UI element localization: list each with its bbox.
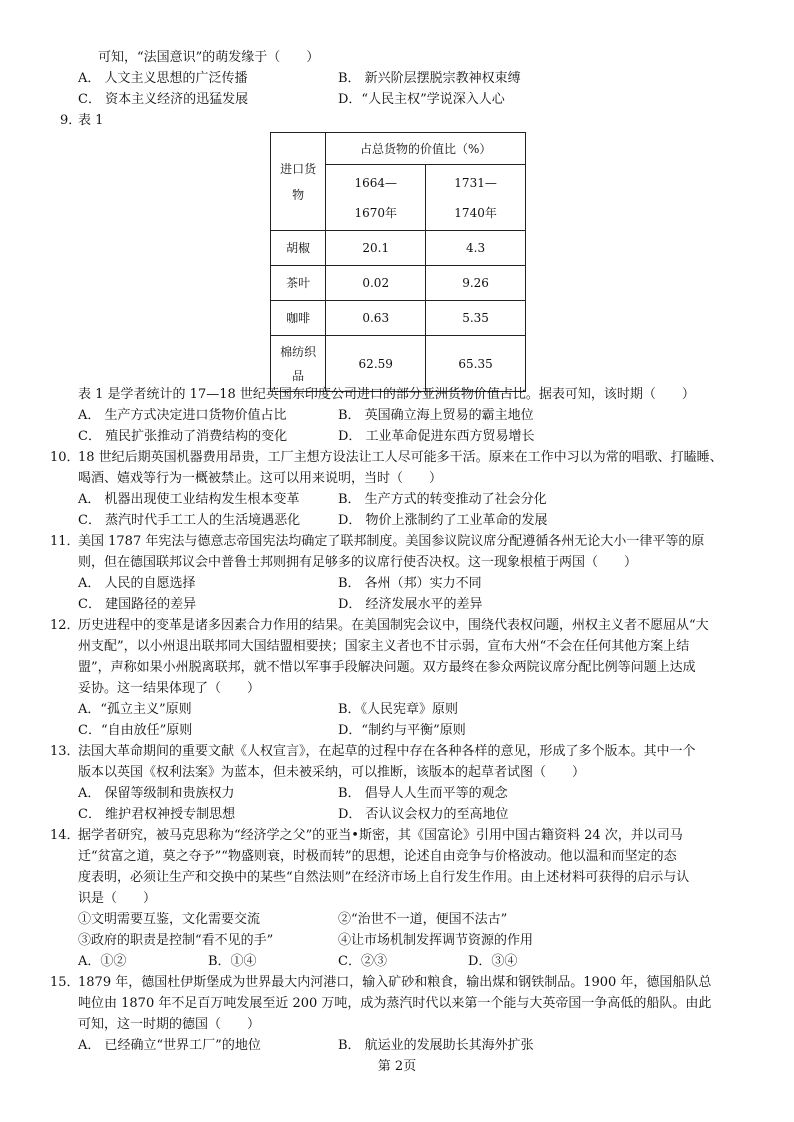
q11-stem-line: 美国 1787 年宪法与德意志帝国宪法均确定了联邦制度。美国参议院议席分配遵循各州无论大小一律平等的原 — [78, 534, 705, 549]
q13-option-c: C． 维护君权神授专制思想 — [78, 807, 236, 822]
q12-stem-line: 妥协。这一结果体现了（ ） — [78, 681, 261, 696]
q13-stem-line: 版本以英国《权利法案》为蓝本，但未被采纳，可以推断，该版本的起草者试图（ ） — [78, 765, 586, 780]
q9-goods-table — [270, 132, 526, 392]
q14-option-d: D．③④ — [468, 954, 518, 969]
q14-number: 14． — [50, 828, 80, 843]
q12-stem-line: 州支配”，以小州退出联邦同大国结盟相要挟；国家主义者也不甘示弱，宣布大州“不会在任何其他方案上结 — [78, 639, 690, 654]
q9-option-a: A． 生产方式决定进口货物价值占比 — [78, 408, 287, 423]
table-row-name: 茶叶 — [271, 266, 326, 301]
table-row-name: 咖啡 — [271, 301, 326, 336]
q15-option-b: B． 航运业的发展助长其海外扩张 — [338, 1038, 534, 1053]
table-row-value-2: 9.26 — [426, 266, 526, 301]
table-row-value-1: 0.63 — [326, 301, 426, 336]
q12-number: 12． — [50, 618, 80, 633]
q15-number: 15． — [50, 975, 80, 990]
q14-option-c: C．②③ — [338, 954, 387, 969]
q9-option-c: C． 殖民扩张推动了消费结构的变化 — [78, 429, 288, 444]
q13-option-d: D． 否认议会权力的至高地位 — [338, 807, 509, 822]
q8-option-d: D．“人民主权”学说深入人心 — [338, 92, 505, 107]
q11-option-d: D． 经济发展水平的差异 — [338, 597, 483, 612]
q8-option-b: B． 新兴阶层摆脱宗教神权束缚 — [338, 71, 521, 86]
table-row-value-2: 4.3 — [426, 231, 526, 266]
q11-stem-line: 则，但在德国联邦议会中普鲁士邦则拥有足够多的议席行使否决权。这一现象根植于两国（ ） — [78, 555, 638, 570]
table-header-goods: 进口货物 — [271, 133, 326, 231]
q12-option-c: C．“自由放任”原则 — [78, 723, 193, 738]
q12-stem-line: 历史进程中的变革是诸多因素合力作用的结果。在美国制宪会议中，围绕代表权问题，州权主义者不愿屈从“大 — [78, 618, 709, 633]
q9-stem: 表 1 是学者统计的 17—18 世纪英国东印度公司进口的部分亚洲货物价值占比。据表可知，该时期（ ） — [78, 387, 695, 402]
table-row-value-1: 20.1 — [326, 231, 426, 266]
q11-option-a: A． 人民的自愿选择 — [78, 576, 196, 591]
q9-table-label: 表 1 — [78, 113, 104, 128]
q13-option-a: A． 保留等级制和贵族权力 — [78, 786, 235, 801]
q9-option-d: D． 工业革命促进东西方贸易增长 — [338, 429, 535, 444]
q9-option-b: B． 英国确立海上贸易的霸主地位 — [338, 408, 534, 423]
q14-stem-line: 据学者研究，被马克思称为“经济学之父”的亚当•斯密，其《国富论》引用中国古籍资料 24 次，并以司马 — [78, 828, 683, 843]
q13-option-b: B． 倡导人人生而平等的观念 — [338, 786, 508, 801]
q14-stem-line: 度表明，必须让生产和交换中的某些“自然法则”在经济市场上自行发生作用。由上述材料可获得的启示与认 — [78, 870, 690, 885]
q14-option-a: A．①② — [78, 954, 127, 969]
q13-stem-line: 法国大革命期间的重要文献《人权宣言》，在起草的过程中存在各种各样的意见，形成了多个版本。其中一个 — [78, 744, 696, 759]
q8-option-a: A． 人文主义思想的广泛传播 — [78, 71, 248, 86]
q14-stem-line: 迁“贫富之道，莫之夺予”“物盛则衰，时极而转”的思想，论述自由竞争与价格波动。他以温和而坚定的态 — [78, 849, 677, 864]
q10-option-d: D． 物价上涨制约了工业革命的发展 — [338, 513, 548, 528]
q14-stem-line: 识是（ ） — [78, 891, 157, 906]
table-row-value-1: 62.59 — [326, 336, 426, 392]
table-row-name: 棉纺织品 — [271, 336, 326, 392]
q12-option-b: B．《人民宪章》原则 — [338, 702, 459, 717]
q8-option-c: C． 资本主义经济的迅猛发展 — [78, 92, 249, 107]
q12-option-d: D．“制约与平衡”原则 — [338, 723, 466, 738]
q11-option-b: B． 各州（邦）实力不同 — [338, 576, 482, 591]
q13-number: 13． — [50, 744, 80, 759]
q14-item-4: ④让市场机制发挥调节资源的作用 — [338, 933, 534, 948]
q10-stem-line: 喝酒、嬉戏等行为一概被禁止。这可以用来说明，当时（ ） — [78, 471, 443, 486]
q8-stem-tail: 可知，“法国意识”的萌发缘于（ ） — [98, 50, 320, 65]
q15-stem-line: 1879 年，德国杜伊斯堡成为世界最大内河港口，输入矿砂和粮食，输出煤和钢铁制品。1900 年，德国船队总 — [78, 975, 712, 990]
q12-stem-line: 盟”，声称如果小州脱离联邦，就不惜以军事手段解决问题。双方最终在参众两院议席分配比例等问题上达成 — [78, 660, 696, 675]
q9-number: 9． — [60, 113, 82, 128]
q10-option-c: C． 蒸汽时代手工工人的生活境遇恶化 — [78, 513, 301, 528]
table-header-period-1: 1664—1670年 — [326, 165, 426, 231]
q14-item-1: ①文明需要互鉴，文化需要交流 — [78, 912, 261, 927]
q10-stem-line: 18 世纪后期英国机器费用昂贵，工厂主想方设法让工人尽可能多干活。原来在工作中习以为常的唱歌、打瞌睡、 — [78, 450, 723, 465]
table-row-value-2: 65.35 — [426, 336, 526, 392]
table-row-value-1: 0.02 — [326, 266, 426, 301]
q11-number: 11． — [50, 534, 80, 549]
q11-option-c: C． 建国路径的差异 — [78, 597, 197, 612]
q15-stem-line: 吨位由 1870 年不足百万吨发展至近 200 万吨，成为蒸汽时代以来第一个能与大英帝国一争高低的船队。由此 — [78, 996, 712, 1011]
q14-item-2: ②“治世不一道，便国不法古” — [338, 912, 508, 927]
q15-stem-line: 可知，这一时期的德国（ ） — [78, 1017, 261, 1032]
q15-option-a: A． 已经确立“世界工厂”的地位 — [78, 1038, 261, 1053]
q10-option-a: A． 机器出现使工业结构发生根本变革 — [78, 492, 300, 507]
q10-number: 10． — [50, 450, 80, 465]
q14-option-b: B．①④ — [208, 954, 257, 969]
table-header-ratio: 占总货物的价值比（%） — [326, 133, 526, 165]
table-row-value-2: 5.35 — [426, 301, 526, 336]
page-number: 第 2页 — [377, 1059, 417, 1074]
table-row-name: 胡椒 — [271, 231, 326, 266]
q10-option-b: B． 生产方式的转变推动了社会分化 — [338, 492, 547, 507]
table-header-period-2: 1731—1740年 — [426, 165, 526, 231]
q14-item-3: ③政府的职责是控制“看不见的手” — [78, 933, 274, 948]
q12-option-a: A．“孤立主义”原则 — [78, 702, 192, 717]
